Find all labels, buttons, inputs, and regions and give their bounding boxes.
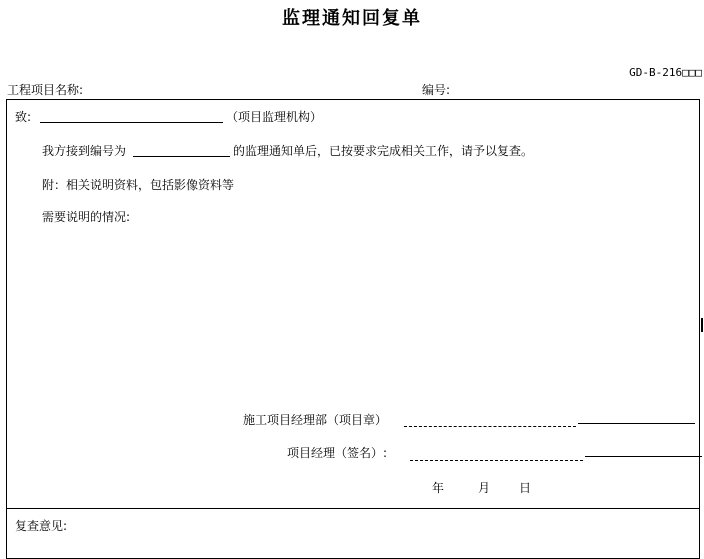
body-prefix: 我方接到编号为	[42, 144, 127, 158]
date-day: 日	[519, 481, 532, 495]
manager-signature-field[interactable]	[410, 446, 583, 461]
manager-signature-field-extension	[585, 442, 702, 457]
to-recipient-field[interactable]	[40, 108, 223, 123]
form-box	[6, 99, 700, 559]
to-label: 致:	[15, 110, 32, 124]
notice-number-field[interactable]	[133, 142, 230, 157]
document-title: 监理通知回复单	[282, 8, 422, 29]
document-code: GD-B-216□□□	[629, 66, 702, 79]
manager-signature-label: 项目经理（签名）:	[287, 446, 388, 460]
to-suffix: （项目监理机构）	[226, 110, 323, 124]
edge-mark	[701, 318, 703, 332]
project-name-label: 工程项目名称:	[7, 83, 84, 97]
situation-label: 需要说明的情况:	[42, 210, 131, 224]
date-month: 月	[478, 481, 491, 495]
date-year: 年	[432, 481, 445, 495]
review-opinion-label: 复查意见:	[15, 519, 68, 533]
attachment-note: 附：相关说明资料，包括影像资料等	[42, 178, 235, 192]
body-suffix: 的监理通知单后，已按要求完成相关工作，请予以复查。	[233, 144, 534, 158]
form-divider	[7, 508, 699, 509]
number-label: 编号:	[422, 83, 451, 97]
dept-seal-label: 施工项目经理部（项目章）	[243, 413, 388, 427]
dept-seal-field[interactable]	[404, 412, 576, 427]
dept-seal-field-extension	[578, 409, 695, 424]
